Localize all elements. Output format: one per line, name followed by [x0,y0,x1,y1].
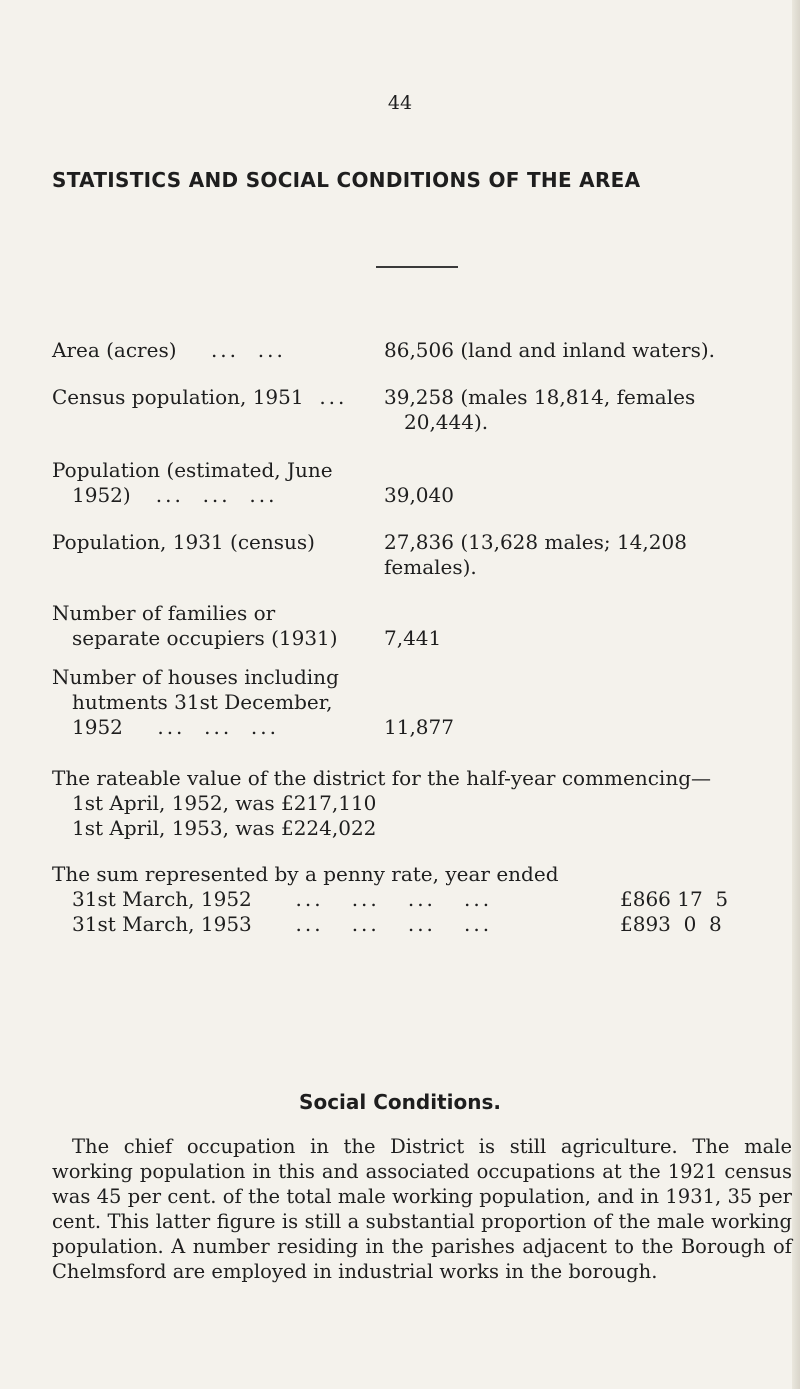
penny-rate-amount: £866 17 5 [620,887,729,911]
stat-label-census-1931: Population, 1931 (census) [52,530,315,554]
penny-rate-intro: The sum represented by a penny rate, year ended [52,862,559,886]
stat-value-census-1931: 27,836 (13,628 males; 14,208 females). [384,530,687,579]
stat-row-families [52,601,792,651]
stat-row-census-1931 [52,530,792,580]
rateable-line-1953: 1st April, 1953, was £224,022 [72,816,377,840]
penny-rate-row: 31st March, 1952 ... ... ... ... £866 17 5 [72,887,729,911]
statistics-table [52,338,792,740]
leader-dots: ... [309,385,348,409]
leader-dots: ... ... ... [129,715,279,739]
stat-value-estimated-1952: 39,040 [384,483,454,507]
penny-rate-amount: £893 0 8 [620,912,722,936]
stat-value-houses: 11,877 [384,715,454,739]
rateable-intro: The rateable value of the district for the half-year commencing— [52,766,712,790]
penny-rate-row: 31st March, 1953 ... ... ... ... £893 0 8 [72,912,722,936]
stat-row-area [52,338,792,363]
stat-label-census-1951: Census population, 1951 ... [52,385,348,409]
stat-label-estimated-1952: Population (estimated, June 1952) ... ... ... [52,458,333,507]
stat-row-estimated-1952 [52,458,792,508]
social-conditions-body: The chief occupation in the District is still agriculture. The male working population in this and associated occupations at the 1921 census was 45 per cent. of the total male working population, and in 1931, 35 per cent. This latter figure is still a substantial proportion of the male working population. A number residing in the parishes adjacent to the Borough of Chelmsford are employed in industrial works in the borough. [52,1135,792,1283]
stat-label-area: Area (acres) ... ... [52,338,286,362]
stat-value-area: 86,506 (land and inland waters). [384,338,716,362]
leader-dots: ... ... ... ... [258,912,493,936]
social-conditions-heading: Social Conditions. [299,1090,501,1114]
page-edge [792,0,800,1389]
rateable-value-section [52,766,792,841]
stat-row-census-1951 [52,385,792,435]
leader-dots: ... ... [182,338,286,362]
leader-dots: ... ... ... [137,483,278,507]
stat-row-houses [52,665,792,740]
stat-label-families: Number of families or separate occupiers (1931) [52,601,338,650]
page-number: 44 [387,92,413,114]
leader-dots: ... ... ... ... [258,887,493,911]
title-divider [376,266,458,268]
page-title: STATISTICS AND SOCIAL CONDITIONS OF THE AREA [52,168,641,192]
stat-value-census-1951: 39,258 (males 18,814, females 20,444). [384,385,696,434]
penny-rate-section [52,862,792,937]
stat-value-families: 7,441 [384,626,442,650]
rateable-line-1952: 1st April, 1952, was £217,110 [72,791,377,815]
stat-label-houses: Number of houses including hutments 31st December, 1952 ... ... ... [52,665,339,739]
